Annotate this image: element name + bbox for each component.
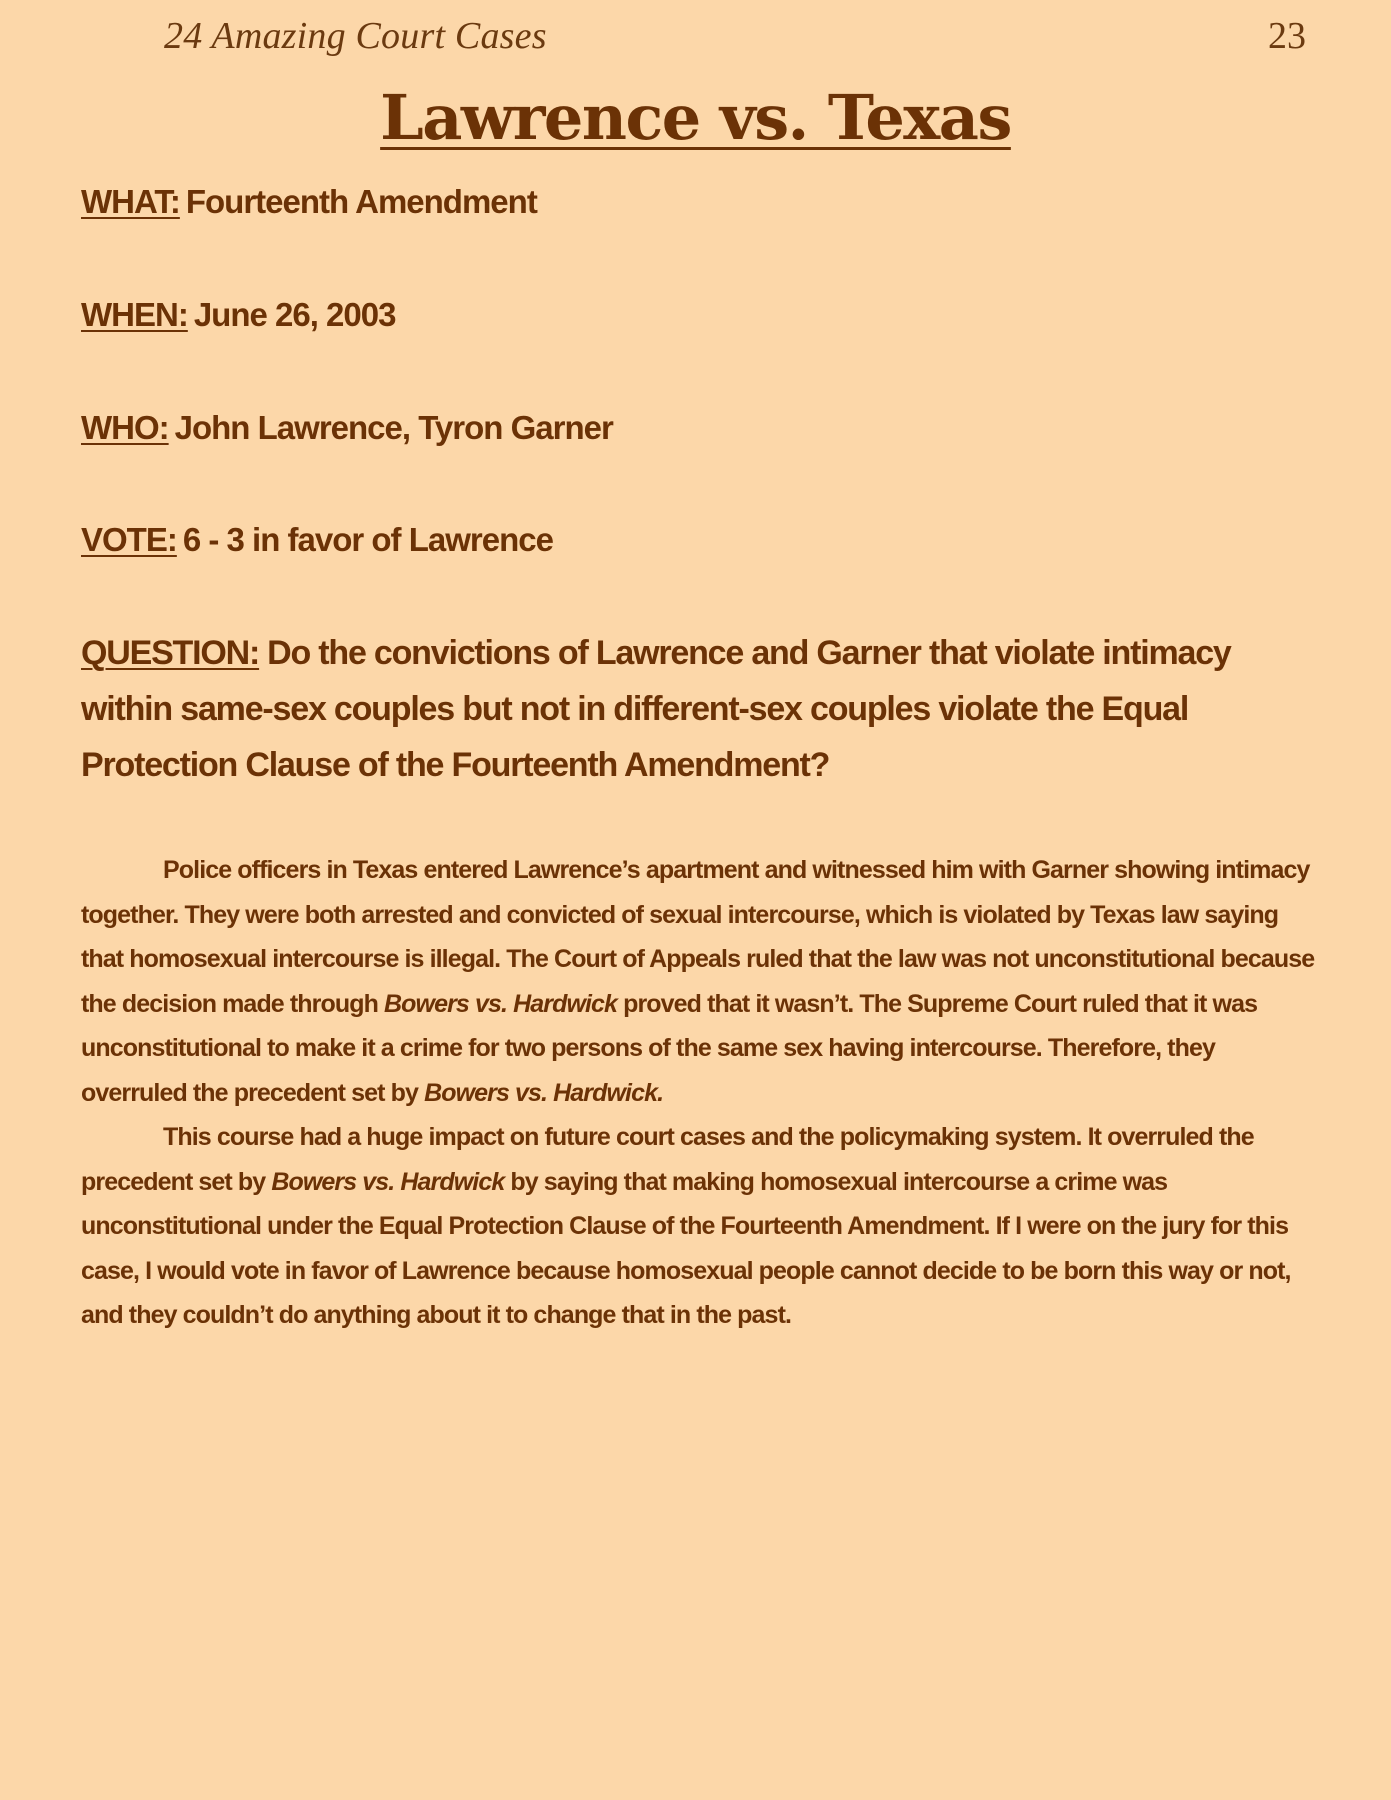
question-text: Do the convictions of Lawrence and Garner that violate intimacy within same-sex couples but not in different-sex couples violate the Equal Protection Clause of the Fourteenth Amendment? xyxy=(81,634,1231,784)
what-field xyxy=(81,182,1321,222)
vote-label: VOTE: xyxy=(81,521,177,558)
paragraph-2-part-1: This course had a huge impact on future court cases and the policymaking system. It overruled the precedent set by xyxy=(81,1123,1254,1196)
paragraph-1-part-1: Police officers in Texas entered Lawrence’s apartment and witnessed him with Garner showing intimacy together. They were both arrested and convicted of sexual intercourse, which is violated by Texas law saying that homosexual intercourse is illegal. The Court of Appeals ruled that the law was not unconstitutional because the decision made through xyxy=(81,856,1315,1018)
case-citation: Bowers vs. Hardwick xyxy=(271,1167,505,1196)
when-label: WHEN: xyxy=(81,296,188,333)
when-value: June 26, 2003 xyxy=(193,296,396,333)
what-label: WHAT: xyxy=(81,183,180,220)
paragraph-2-part-2: by saying that making homosexual intercourse a crime was unconstitutional under the Equal Protection Clause of the Fourteenth Amendment. If I were on the jury for this case, I would vote in favor of Lawrence because homosexual people cannot decide to be born this way or not, and they couldn’t do anything about it to change that in the past. xyxy=(81,1167,1291,1329)
vote-field xyxy=(81,520,1321,560)
paragraph-2 xyxy=(81,1115,1321,1338)
case-citation: Bowers vs. Hardwick. xyxy=(424,1078,664,1107)
who-value: John Lawrence, Tyron Garner xyxy=(174,409,613,446)
question xyxy=(81,625,1321,793)
paragraph-1-part-2: proved that it wasn’t. The Supreme Court ruled that it was unconstitutional to make it a crime for two persons of the same sex having intercourse. Therefore, they overruled the precedent set by xyxy=(81,989,1258,1107)
vote-value: 6 - 3 in favor of Lawrence xyxy=(182,521,553,558)
when-field xyxy=(81,295,1321,335)
who-field xyxy=(81,408,1321,448)
what-value: Fourteenth Amendment xyxy=(185,183,537,220)
case-citation: Bowers vs. Hardwick xyxy=(384,989,618,1018)
page-number: 23 xyxy=(1268,15,1306,57)
running-head: 24 Amazing Court Cases xyxy=(164,15,547,57)
body-text xyxy=(81,848,1321,1338)
paragraph-1 xyxy=(81,848,1321,1115)
question-label: QUESTION: xyxy=(81,634,260,672)
who-label: WHO: xyxy=(81,409,169,446)
page-title-text: Lawrence vs. Texas xyxy=(380,81,1011,154)
page-title xyxy=(0,81,1391,154)
